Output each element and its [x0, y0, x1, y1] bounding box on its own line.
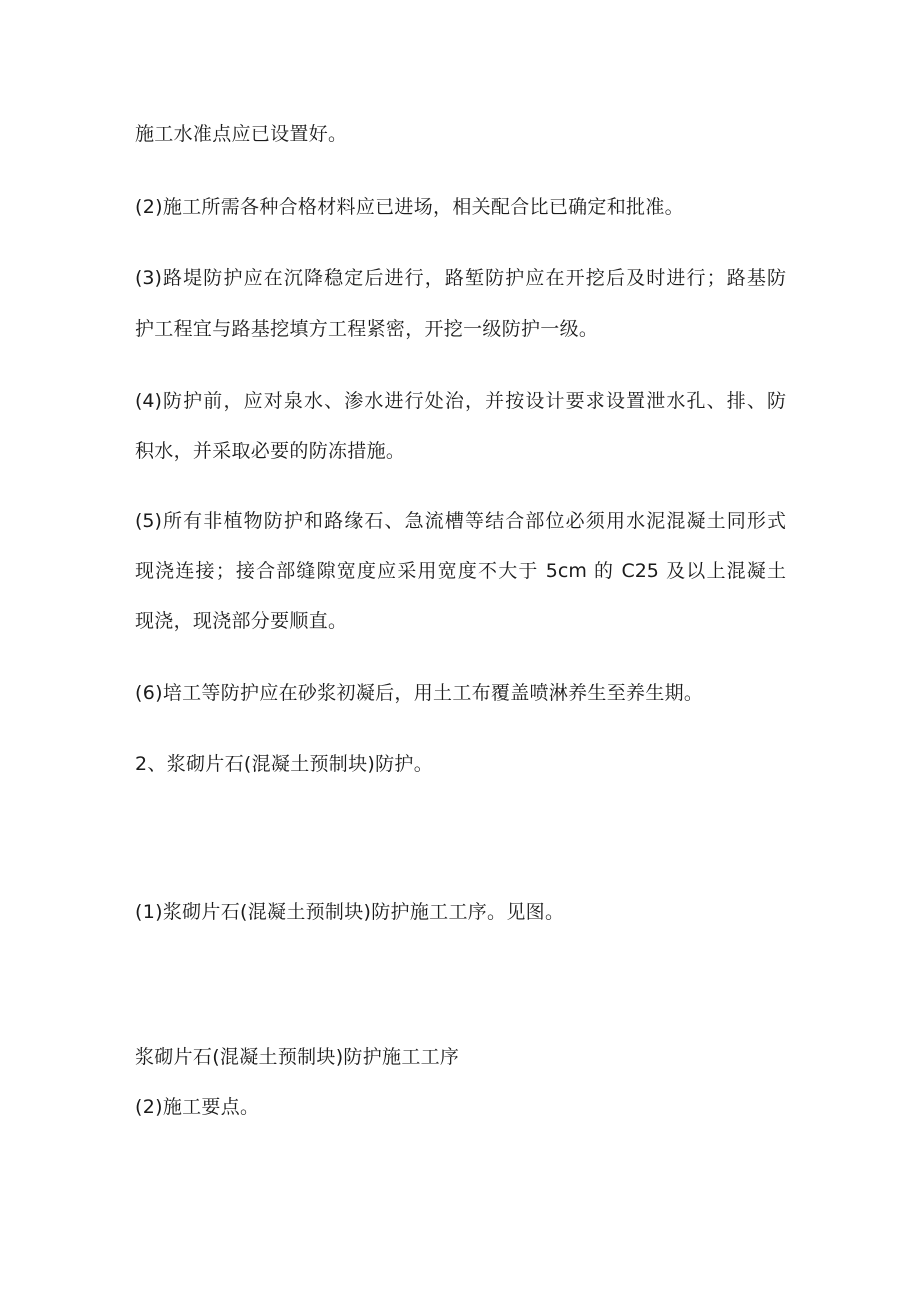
section-heading-2: 2、浆砌片石(混凝土预制块)防护。	[135, 753, 434, 775]
paragraph-line-item-5-a: (5)所有非植物防护和路缘石、急流槽等结合部位必须用水泥混凝土同形式	[135, 510, 786, 532]
paragraph-line-item-5-c: 现浇，现浇部分要顺直。	[135, 610, 348, 632]
paragraph-line-benchmark-points: 施工水准点应已设置好。	[135, 123, 348, 145]
paragraph-line-sub-item-1: (1)浆砌片石(混凝土预制块)防护施工工序。见图。	[135, 901, 565, 923]
paragraph-line-item-3-a: (3)路堤防护应在沉降稳定后进行，路堑防护应在开挖后及时进行；路基防	[135, 267, 786, 289]
paragraph-line-item-6: (6)培工等防护应在砂浆初凝后，用土工布覆盖喷淋养生至养生期。	[135, 682, 704, 704]
paragraph-line-item-3-b: 护工程宜与路基挖填方工程紧密，开挖一级防护一级。	[135, 318, 599, 340]
paragraph-line-item-4-a: (4)防护前，应对泉水、渗水进行处治，并按设计要求设置泄水孔、排、防	[135, 390, 786, 412]
paragraph-line-item-5-b: 现浇连接；接合部缝隙宽度应采用宽度不大于 5cm 的 C25 及以上混凝土	[135, 560, 786, 582]
paragraph-line-item-2: (2)施工所需各种合格材料应已进场，相关配合比已确定和批准。	[135, 196, 684, 218]
paragraph-line-sub-item-2: (2)施工要点。	[135, 1096, 260, 1118]
paragraph-line-item-4-b: 积水，并采取必要的防冻措施。	[135, 440, 406, 462]
figure-caption: 浆砌片石(混凝土预制块)防护施工工序	[135, 1046, 460, 1068]
